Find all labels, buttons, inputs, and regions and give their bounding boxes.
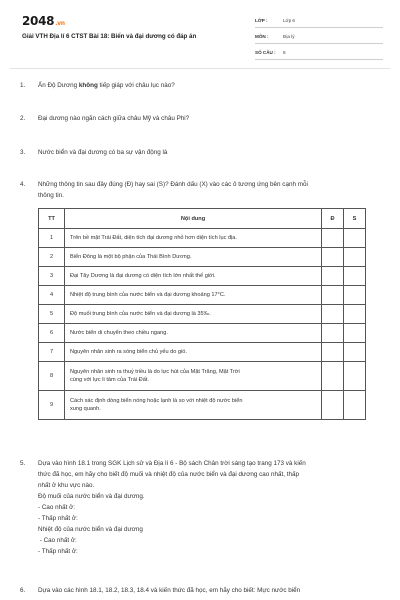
row-content: Nhiệt độ trung bình của nước biển và đại dương khoảng 17°C. [65,286,322,305]
question-number: 6. [20,587,26,594]
true-checkbox-cell[interactable] [322,343,344,362]
question-number: 2. [20,115,26,122]
false-checkbox-cell[interactable] [344,362,366,391]
question-2 [20,113,382,124]
false-checkbox-cell[interactable] [344,305,366,324]
table-row [39,248,366,267]
meta-label: LỚP : [255,18,268,23]
question-text: Đại dương nào ngăn cách giữa châu Mỹ và châu Phi? [38,115,190,122]
false-checkbox-cell[interactable] [344,229,366,248]
document-header [0,0,400,62]
row-content-line: Cách xác định dòng biển nóng hoặc lạnh là so với nhiệt độ nước biển [70,398,243,404]
column-header-true: Đ [322,209,344,229]
true-checkbox-cell[interactable] [322,391,344,420]
meta-row-grade [255,14,383,28]
row-number: 7 [39,343,65,362]
true-checkbox-cell[interactable] [322,324,344,343]
row-number: 4 [39,286,65,305]
row-number: 6 [39,324,65,343]
row-content-line: cùng với lực li tâm của Trái Đất. [70,377,149,383]
true-checkbox-cell[interactable] [322,362,344,391]
table-row [39,362,366,391]
question-number: 3. [20,149,26,156]
row-content: Nguyên nhân sinh ra sóng biển chủ yếu do gió. [65,343,322,362]
false-checkbox-cell[interactable] [344,267,366,286]
question-line: thông tin. [38,192,64,199]
row-number: 1 [39,229,65,248]
false-checkbox-cell[interactable] [344,391,366,420]
question-line: Độ muối của nước biển và đại dương. [38,493,145,500]
question-line: Những thông tin sau đây đúng (Đ) hay sai (S)? Đánh dấu (X) vào các ô tương ứng bên cạnh mỗi [38,181,308,188]
question-number: 5. [20,460,26,467]
question-line: - Cao nhất ở: [38,537,77,544]
row-content: Nước biển di chuyển theo chiều ngang. [65,324,322,343]
question-1 [20,80,382,91]
meta-row-count [255,46,383,60]
column-header-content: Nội dung [65,209,322,229]
question-text [38,585,382,596]
logo-main: 2048 [22,14,55,28]
table-row [39,391,366,420]
table-row [39,229,366,248]
question-number: 4. [20,181,26,188]
row-number: 5 [39,305,65,324]
row-content: Đại Tây Dương là đại dương có diện tích lớn nhất thế giới. [65,267,322,286]
header-divider [10,68,390,69]
question-line: - Cao nhất ở: [38,504,76,511]
meta-value: Lớp 6 [283,18,295,23]
document-title: Giải VTH Địa lí 6 CTST Bài 18: Biển và đại dương có đáp án [22,33,197,40]
row-number: 9 [39,391,65,420]
row-content: Biển Đông là một bộ phận của Thái Bình Dương. [65,248,322,267]
meta-row-subject [255,30,383,44]
question-line: Dựa vào các hình 18.1, 18.2, 18.3, 18.4 và kiến thức đã học, em hãy cho biết: Mực nước biển [38,587,301,594]
column-header-tt: TT [39,209,65,229]
table-row [39,267,366,286]
meta-label: MÔN : [255,34,269,39]
question-text-post: tiếp giáp với châu lục nào? [97,82,175,89]
site-logo[interactable] [22,14,65,28]
question-line: Nhiệt độ của nước biển và đại dương [38,526,143,533]
table-row [39,305,366,324]
question-text-pre: Ấn Độ Dương [38,82,79,89]
question-number: 1. [20,82,26,89]
question-text [38,458,382,557]
true-checkbox-cell[interactable] [322,229,344,248]
false-checkbox-cell[interactable] [344,343,366,362]
question-line: Dựa vào hình 18.1 trong SGK Lịch sử và Địa lí 6 - Bộ sách Chân trời sáng tạo trang 173 và kiến [38,460,306,467]
row-content: Trên bề mặt Trái Đất, diện tích đại dương nhỏ hơn diện tích lục địa. [65,229,322,248]
document-meta [255,14,383,62]
row-content [65,391,322,420]
row-content-line: Nguyên nhân sinh ra thuỷ triều là do lực hút của Mặt Trăng, Mặt Trời [70,369,240,375]
true-checkbox-cell[interactable] [322,305,344,324]
meta-value: Địa lý [283,34,295,39]
false-checkbox-cell[interactable] [344,324,366,343]
meta-label: SỐ CÂU : [255,50,276,55]
meta-value: 8 [283,50,286,55]
question-4 [20,179,382,201]
row-content [65,362,322,391]
table-row [39,286,366,305]
question-line: thức đã học, em hãy cho biết độ muối và nhiệt độ của nước biển và đại dương cao nhất, thấp [38,471,300,478]
false-checkbox-cell[interactable] [344,248,366,267]
true-false-table [38,208,366,420]
row-number: 2 [39,248,65,267]
question-text [38,179,382,201]
row-number: 3 [39,267,65,286]
table-row [39,324,366,343]
true-checkbox-cell[interactable] [322,267,344,286]
question-line: - Thấp nhất ở: [38,548,78,555]
row-content: Độ muối trung bình của nước biển và đại dương là 35‰. [65,305,322,324]
false-checkbox-cell[interactable] [344,286,366,305]
row-number: 8 [39,362,65,391]
table-header-row [39,209,366,229]
question-6 [20,585,382,596]
column-header-false: S [344,209,366,229]
question-text [38,80,382,91]
true-checkbox-cell[interactable] [322,286,344,305]
question-3 [20,147,382,158]
question-5 [20,458,382,557]
table-row [39,343,366,362]
question-text: Nước biển và đại dương có ba sự vận động là [38,149,168,156]
question-text-bold: không [78,82,98,89]
logo-suffix: .vn [55,20,65,27]
true-checkbox-cell[interactable] [322,248,344,267]
question-line: - Thấp nhất ở: [38,515,78,522]
question-line: nhất ở khu vực nào. [38,482,95,489]
row-content-line: xung quanh. [70,406,101,412]
